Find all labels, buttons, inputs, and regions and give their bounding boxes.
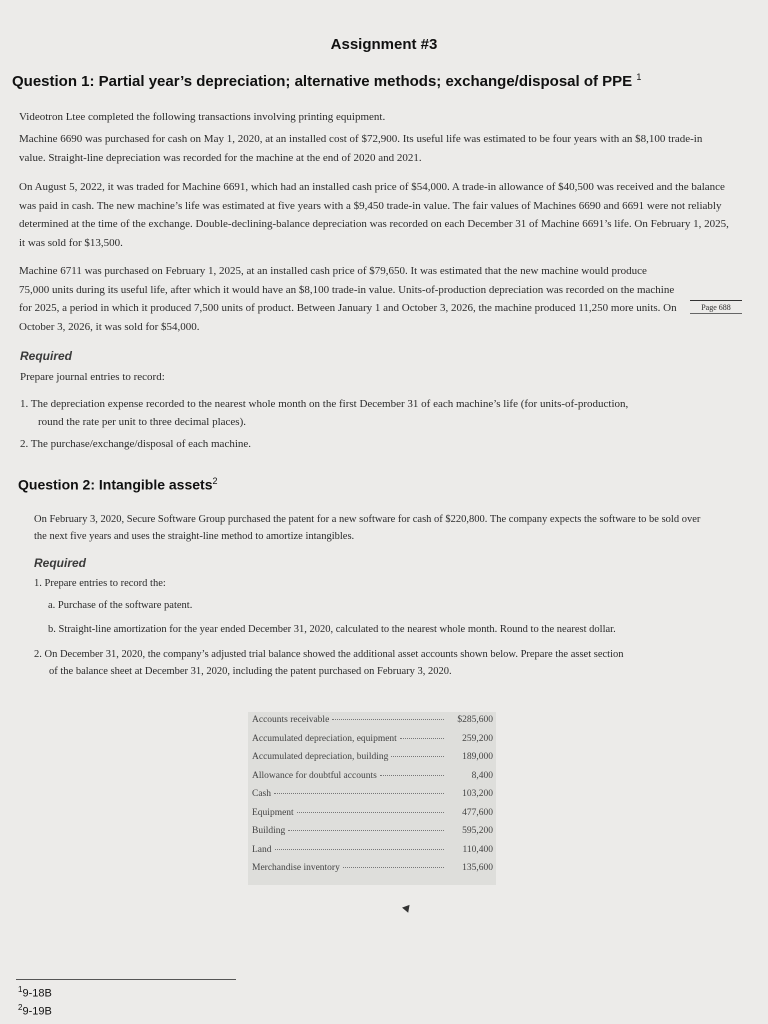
question1-heading [12, 72, 641, 90]
question2-heading-text: Question 2: Intangible assets [18, 476, 213, 493]
question1-required-label: Required [20, 349, 73, 363]
account-amount: 8,400 [471, 770, 493, 781]
account-amount: 189,000 [462, 752, 493, 762]
leader-dots [400, 738, 444, 739]
question1-item-2: 2. The purchase/exchange/disposal of each machine. [20, 438, 252, 450]
account-amount: 595,200 [462, 826, 493, 836]
account-amount: 110,400 [462, 844, 493, 855]
question1-item-1 [20, 396, 738, 431]
question1-para-machine-6690: Machine 6690 was purchased for cash on May 1, 2020, at an installed cost of $72,900. Its useful life was estimated to be four years with an $8,100 trade-in value. Straight-line depreciation was recorded for the machine at the end of 2020 and 2021. [19, 133, 703, 164]
table-row [248, 826, 496, 845]
footnote-ref-1: 1 [636, 72, 642, 82]
footnote-1 [18, 985, 52, 1000]
account-name: Merchandise inventory [252, 863, 340, 873]
footnote-divider [16, 979, 236, 980]
account-name: Accumulated depreciation, equipment [252, 733, 397, 744]
question1-item-1-line-2: round the rate per unit to three decimal places). [38, 415, 246, 428]
account-name: Allowance for doubtful accounts [252, 770, 377, 781]
table-row [248, 771, 496, 790]
footnote-1-number: 1 [18, 985, 23, 994]
mouse-cursor-icon [402, 905, 412, 914]
question1-para-machine-6691: On August 5, 2022, it was traded for Machine 6691, which had an installed cash price of $54,000. A trade-in allowance of $40,500 was received and the balance was paid in cash. The new machine’s life was estimated at five years with a $9,450 trade-in value. The fair values of Machines 6690 and 6691 were not reliably determined at the time of the exchange. Double-declining-balance depreciation was recorded on each December 31 of Machine 6691’s life. On February 1, 2025, it was sold for $13,500. [19, 181, 729, 249]
account-name: Land [252, 844, 272, 855]
account-amount: 103,200 [462, 789, 493, 799]
table-row [248, 734, 496, 753]
account-name: Accumulated depreciation, building [252, 752, 389, 762]
account-name: Accounts receivable [252, 715, 330, 725]
footnote-ref-2: 2 [212, 476, 218, 486]
footnote-2-text: 9-19B [22, 1005, 52, 1018]
question1-prepare-text: Prepare journal entries to record: [20, 371, 165, 383]
account-amount: 259,200 [462, 733, 493, 744]
question2-item-1: 1. Prepare entries to record the: [34, 578, 166, 589]
leader-dots [343, 867, 444, 868]
account-name: Equipment [252, 807, 294, 818]
footnote-1-text: 9-18B [22, 987, 52, 1000]
question2-heading [18, 476, 218, 493]
question1-para-machine-6711: Machine 6711 was purchased on February 1, 2025, at an installed cash price of $79,650. It was estimated that the new machine would produce 75,000 units during its useful life, after which it would have an $8,100 trade-in value. Units-of-production depreciation was recorded on the machine for 2025, a period in which it produced 7,500 units of product. Between January 1 and October 3, 2026, the machine produced 11,250 more units. On October 3, 2026, it was sold for $54,000. [19, 265, 677, 333]
leader-dots [274, 793, 444, 794]
question1-item-1-line-1: 1. The depreciation expense recorded to the nearest whole month on the first December 31 of each machine’s life (for units-of-production, [20, 398, 629, 410]
account-amount: $285,600 [457, 715, 493, 725]
account-amount: 477,600 [462, 807, 493, 818]
question2-para: On February 3, 2020, Secure Software Group purchased the patent for a new software for cash of $220,800. The company expects the software to be sold over the next five years and uses the straight-line method to amortize intangibles. [34, 514, 701, 542]
question1-heading-text: Question 1: Partial year’s depreciation; alternative methods; exchange/disposal of PPE [12, 73, 633, 90]
table-row [248, 789, 496, 808]
leader-dots [288, 830, 444, 831]
leader-dots [275, 849, 444, 850]
question2-item-1a: a. Purchase of the software patent. [48, 600, 193, 611]
question2-item-2-line-1: 2. On December 31, 2020, the company’s adjusted trial balance showed the additional asset accounts shown below. Prepare the asset section [34, 649, 624, 660]
leader-dots [391, 756, 444, 757]
table-row [248, 863, 496, 882]
table-row [248, 845, 496, 864]
accounts-table [248, 712, 496, 885]
question2-item-2-line-2: of the balance sheet at December 31, 2020, including the patent purchased on February 3, 2020. [49, 666, 452, 677]
question1-intro: Videotron Ltee completed the following transactions involving printing equipment. [19, 111, 386, 123]
page-reference-box: Page 688 [690, 300, 742, 314]
table-row [248, 808, 496, 827]
table-row [248, 752, 496, 771]
question2-item-1b: b. Straight-line amortization for the year ended December 31, 2020, calculated to the nearest whole month. Round to the nearest dollar. [48, 624, 616, 635]
question2-item-2 [34, 646, 734, 680]
leader-dots [332, 719, 444, 720]
leader-dots [380, 775, 444, 776]
account-name: Building [252, 826, 286, 836]
account-amount: 135,600 [462, 863, 493, 873]
account-name: Cash [252, 789, 271, 799]
page-title: Assignment #3 [330, 36, 438, 53]
table-row [248, 715, 496, 734]
footnote-2 [18, 1003, 52, 1018]
leader-dots [297, 812, 444, 813]
question2-required-label: Required [34, 556, 87, 570]
footnote-2-number: 2 [18, 1003, 23, 1012]
